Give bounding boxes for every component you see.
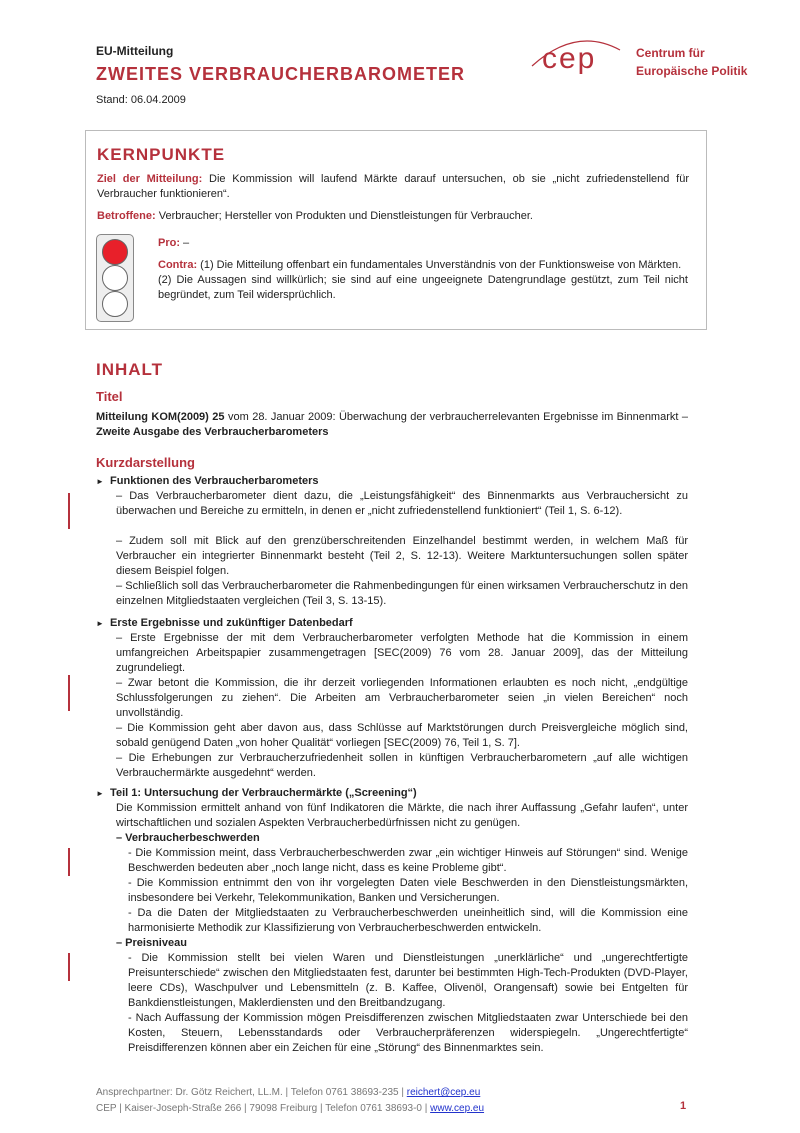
subsection-beschwerden: – Verbraucherbeschwerden <box>116 832 260 844</box>
titel-bold-2: Zweite Ausgabe des Verbraucherbarometers <box>96 426 329 438</box>
section-1-item: – Zudem soll mit Blick auf den grenzüberschreitenden Einzelhandel bestimmt werden, in welchem Maß für Verbraucher ein integrierter Binnenmarkt besteht (Teil 2, S. 12-13). Weitere Marktuntersuchungen sollen später diesem Beispiel folgen. <box>116 535 688 577</box>
kurzdarstellung-heading: Kurzdarstellung <box>96 455 195 470</box>
page-number: 1 <box>680 1100 687 1112</box>
section-3-heading-text: Teil 1: Untersuchung der Verbrauchermärkte („Screening“) <box>110 787 417 799</box>
logo-line2: Europäische Politik <box>636 64 748 78</box>
section-2-item: – Die Erhebungen zur Verbraucherzufriedenheit sollen in künftigen Verbraucherbarometern „auf alle wichtigen Verbrauchermärkte ausgedehnt“ werden. <box>116 752 688 779</box>
margin-bar <box>68 848 70 876</box>
cep-logo-text <box>636 44 747 80</box>
cep-logo: cep <box>542 42 597 75</box>
email-link[interactable]: reichert@cep.eu <box>406 1087 481 1098</box>
section-2-item: – Zwar betont die Kommission, die ihr derzeit vorliegenden Informationen erlaubten es noch nicht, „endgültige Schlussfolgerungen zu ziehen“. Die Arbeiten am Verbraucherbarometer seien „in vielen Bereichen“ noch unvollständig. <box>116 677 688 719</box>
red-lamp-icon <box>102 239 128 265</box>
section-1-heading-text: Funktionen des Verbraucherbarometers <box>110 475 319 487</box>
section-2-heading <box>96 616 353 631</box>
green-lamp-icon <box>102 291 128 317</box>
preisniveau-item: - Die Kommission stellt bei vielen Waren und Dienstleistungen „unerklärliche“ und „ungerechtfertigte Preisunterschiede“ zwischen den Mitgliedstaaten fest, darunter bei bestimmten High-Tech-Produkten (DVD-Player, leere CDs), Waschpulver und Lebensmitteln (z. B. Kaffee, Olivenöl, Orangensaft) sowie bei Entgelten für Bankdienstleistungen, Maklerdiensten und den Breitbandzugang. <box>128 952 688 1009</box>
triangle-bullet-icon: ► <box>96 477 104 486</box>
pro-text: – <box>180 237 190 249</box>
titel-plain: vom 28. Januar 2009: Überwachung der verbraucherrelevanten Ergebnisse im Binnenmarkt – <box>224 411 688 423</box>
document-title: ZWEITES VERBRAUCHERBAROMETER <box>96 64 466 84</box>
ziel-text: Die Kommission will laufend Märkte darauf untersuchen, ob sie „nicht zufriedenstellend für Verbraucher funktionieren“. <box>97 173 689 200</box>
kernpunkte-title: KERNPUNKTE <box>97 145 226 164</box>
traffic-light-icon <box>96 234 134 322</box>
subsection-preisniveau: – Preisniveau <box>116 937 187 949</box>
document-type: EU-Mitteilung <box>96 44 174 58</box>
margin-bar <box>68 493 70 529</box>
contra-text-2: (2) Die Aussagen sind willkürlich; sie sind auf eine ungeeignete Datengrundlage gestützt, zum Teil nicht begründet, zum Teil widersprüchlich. <box>158 274 688 301</box>
section-2-item: – Die Kommission geht aber davon aus, dass Schlüsse auf Marktstörungen durch Preisvergleiche möglich sind, sobald genügend Daten „von hoher Qualität“ vorliegen [SEC(2009) 76, Teil 1, S. 7]. <box>116 722 688 749</box>
kernpunkte-contra <box>158 258 688 303</box>
website-link[interactable]: www.cep.eu <box>430 1103 485 1114</box>
inhalt-title: INHALT <box>96 360 164 379</box>
titel-text <box>96 410 688 440</box>
beschwerden-item: - Da die Daten der Mitgliedstaaten zu Verbraucherbeschwerden uneinheitlich sind, will die Kommission eine harmonisierte Methodik zur Klassifizierung von Verbraucherbeschwerden entwickeln. <box>128 907 688 934</box>
beschwerden-item: - Die Kommission entnimmt den von ihr vorgelegten Daten viele Beschwerden in den Dienstleistungsmärkten, insbesondere bei Verkehr, Telekommunikation, Banken und Versicherungen. <box>128 877 688 904</box>
section-1-item: – Das Verbraucherbarometer dient dazu, die „Leistungsfähigkeit“ des Binnenmarkts aus Verbrauchersicht zu überwachen und Bereiche zu ermitteln, in denen er „nicht zufriedenstellend funktioniert“ (Teil 1, S. 6-12). <box>116 490 688 517</box>
ziel-label: Ziel der Mitteilung: <box>97 173 203 185</box>
triangle-bullet-icon: ► <box>96 789 104 798</box>
section-1-heading <box>96 474 319 489</box>
preisniveau-item: - Nach Auffassung der Kommission mögen Preisdifferenzen zwischen Mitgliedstaaten zwar Unterschiede bei den Kosten, Steuern, Lebensstandards oder Verbraucherpräferenzen widerspiegeln. „Ungerechtfertigte“ Preisdifferenzen können aber ein Zeichen für eine „Störung“ des Binnenmarktes sein. <box>128 1012 688 1054</box>
contra-label: Contra: <box>158 259 198 271</box>
beschwerden-item: - Die Kommission meint, dass Verbraucherbeschwerden zwar „ein wichtiger Hinweis auf Störungen“ sind. Wenige Beschwerden bedeuten aber „noch lange nicht, dass es keine Probleme gibt“. <box>128 847 688 874</box>
logo-line1: Centrum für <box>636 46 705 60</box>
footer-address: CEP | Kaiser-Joseph-Straße 266 | 79098 Freiburg | Telefon 0761 38693-0 | <box>96 1103 431 1114</box>
betroffene-label: Betroffene: <box>97 210 156 222</box>
footer-contact: Ansprechpartner: Dr. Götz Reichert, LL.M. | Telefon 0761 38693-235 | <box>96 1087 407 1098</box>
pro-label: Pro: <box>158 237 180 249</box>
titel-heading: Titel <box>96 389 123 404</box>
footer <box>96 1085 484 1117</box>
section-3-heading <box>96 786 417 801</box>
betroffene-text: Verbraucher; Hersteller von Produkten und Dienstleistungen für Verbraucher. <box>155 210 533 222</box>
kernpunkte-ziel <box>97 172 689 202</box>
section-2-item: – Erste Ergebnisse der mit dem Verbraucherbarometer verfolgten Methode hat die Kommission in einem umfangreichen Arbeitspapier zusammengetragen [SEC(2009) 76 vom 28. Januar 2009], das der Mitteilung zugrundeliegt. <box>116 632 688 674</box>
titel-bold-1: Mitteilung KOM(2009) 25 <box>96 411 225 423</box>
triangle-bullet-icon: ► <box>96 619 104 628</box>
margin-bar <box>68 675 70 711</box>
section-1-item: – Schließlich soll das Verbraucherbarometer die Rahmenbedingungen für einen wirksamen Verbraucherschutz in den einzelnen Mitgliedstaaten vergleichen (Teil 3, S. 13-15). <box>116 580 688 607</box>
kernpunkte-pro <box>158 236 189 251</box>
contra-text-1: (1) Die Mitteilung offenbart ein fundamentales Unverständnis von der Funktionsweise von Märkten. <box>197 259 682 271</box>
document-date: Stand: 06.04.2009 <box>96 94 186 106</box>
kernpunkte-betroffene <box>97 209 689 224</box>
section-2-heading-text: Erste Ergebnisse und zukünftiger Datenbedarf <box>110 617 353 629</box>
yellow-lamp-icon <box>102 265 128 291</box>
margin-bar <box>68 953 70 981</box>
section-3-intro: Die Kommission ermittelt anhand von fünf Indikatoren die Märkte, die nach ihrer Auffassung „Gefahr laufen“, unter wirtschaftlichen und sozialen Aspekten Verbraucherbedürfnissen nicht zu genügen. <box>116 802 688 829</box>
